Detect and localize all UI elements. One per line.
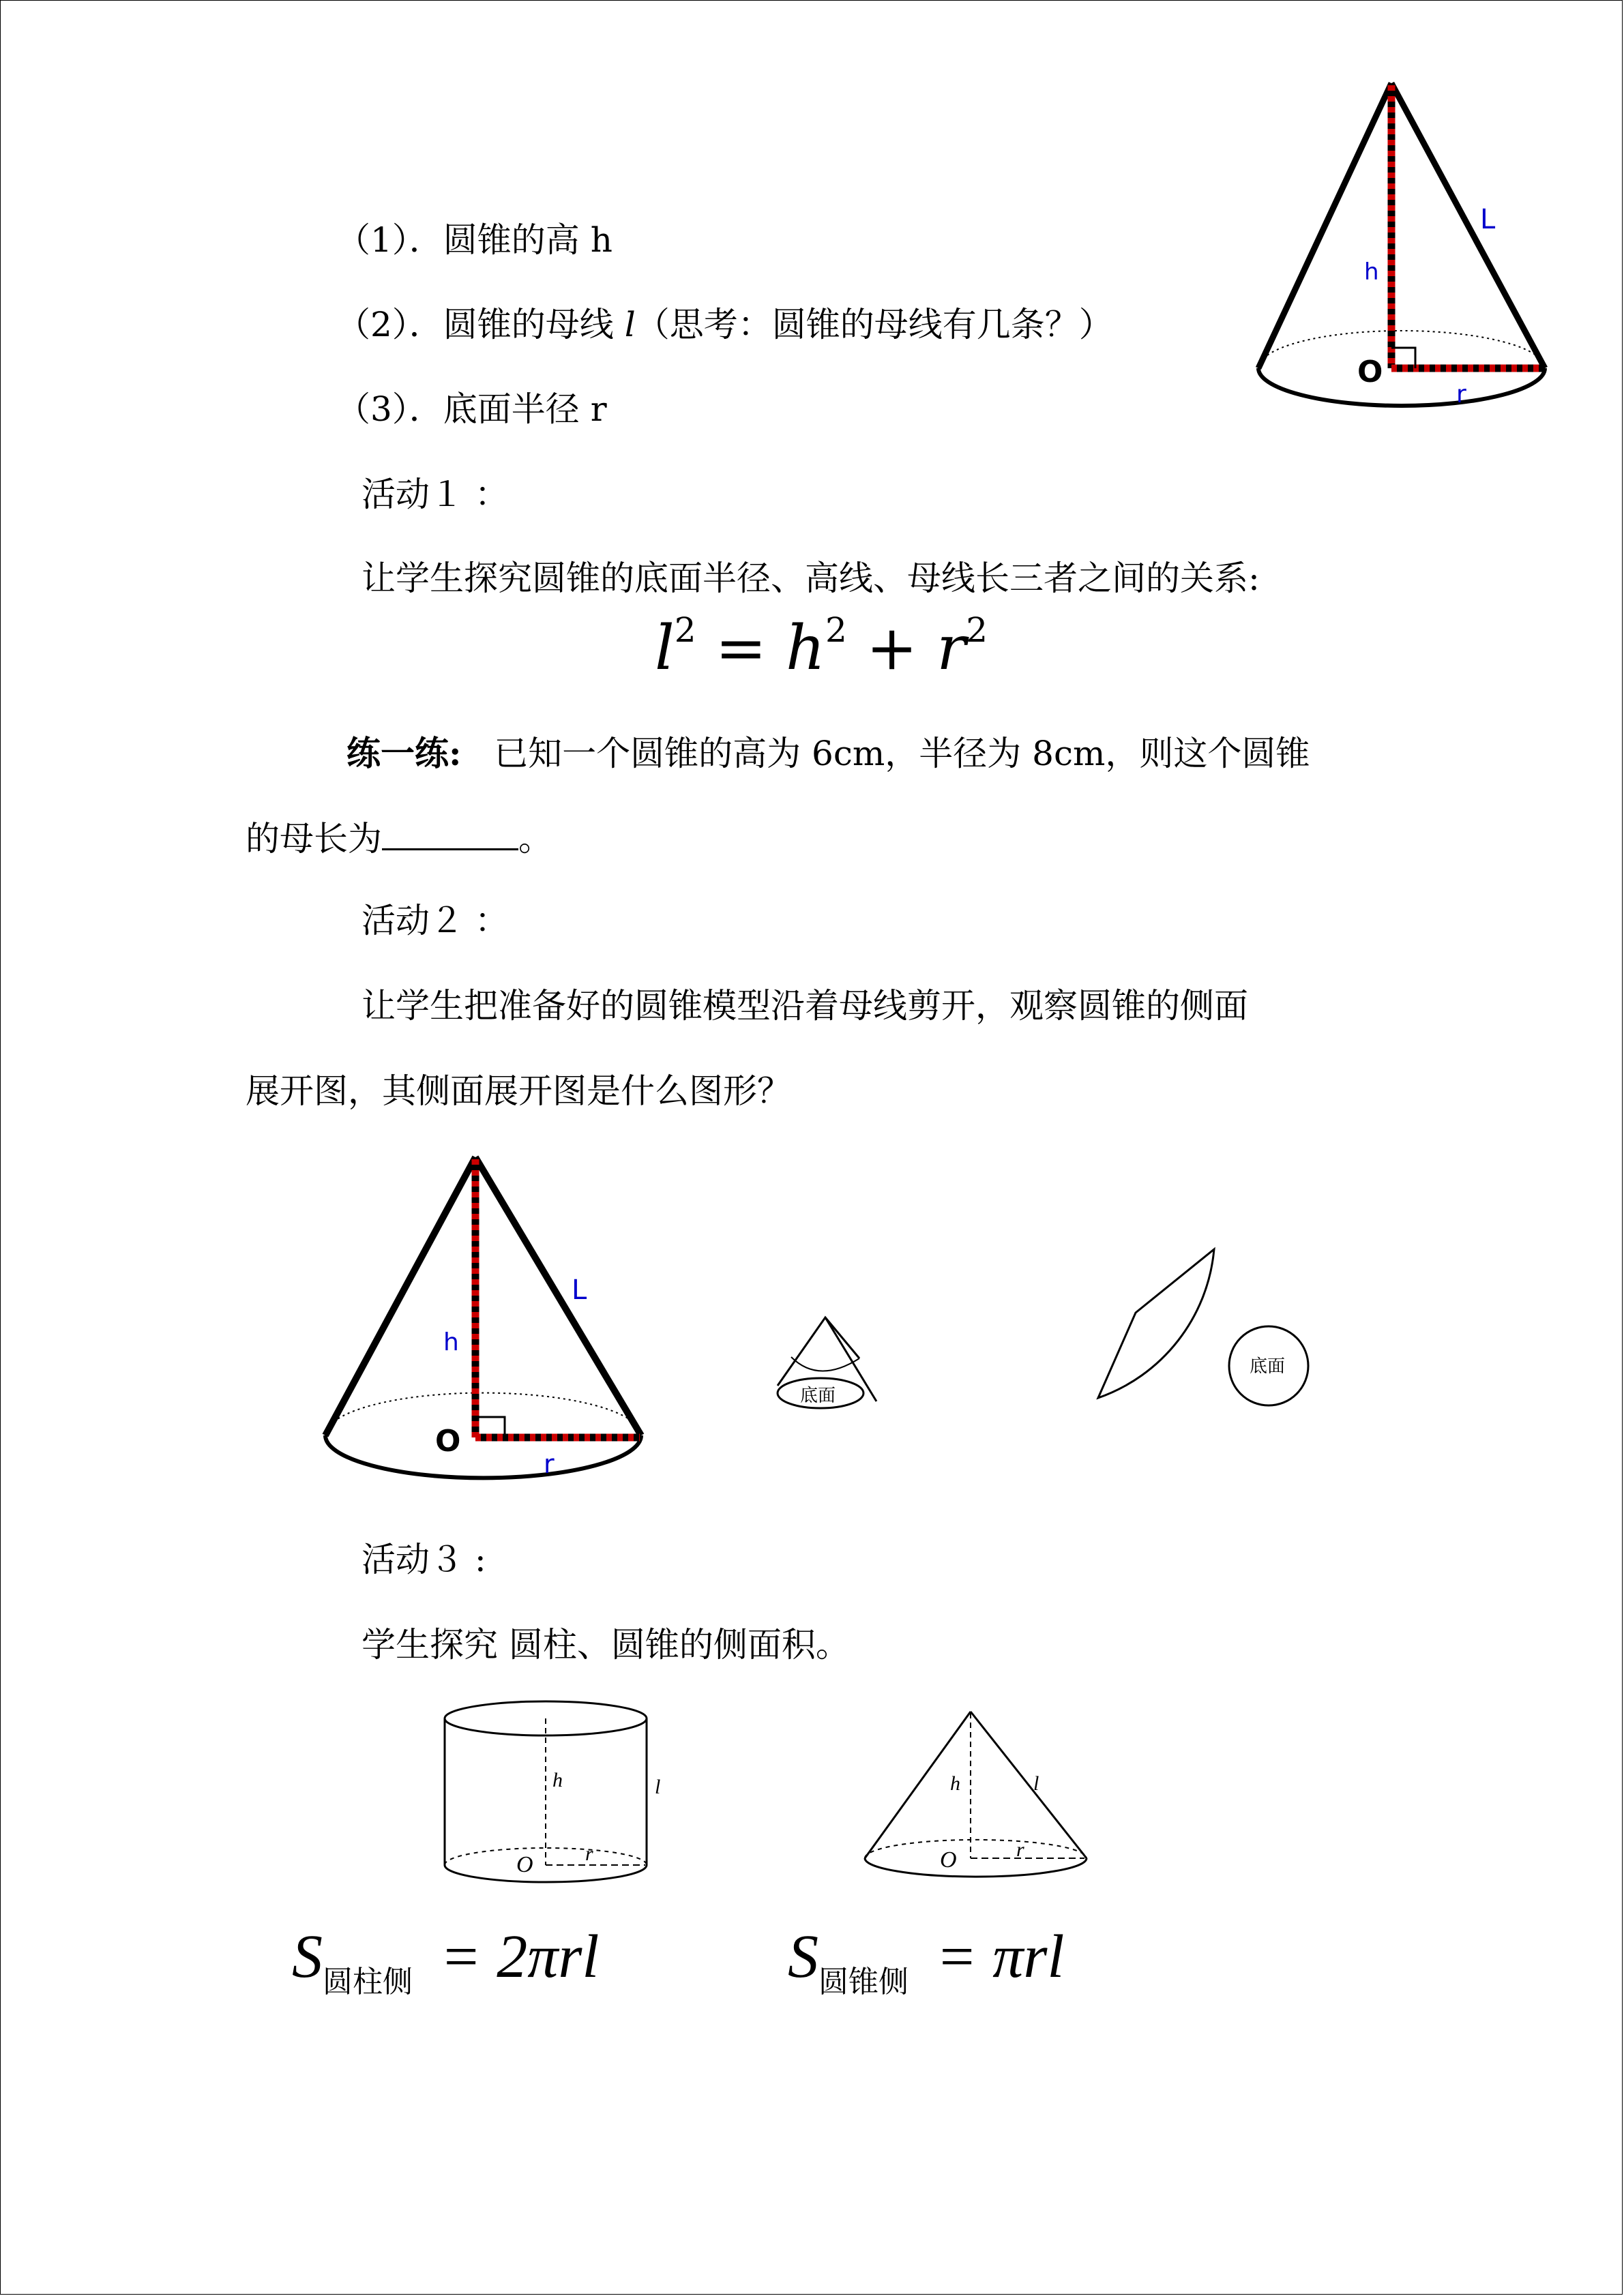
activity3-text: 学生探究 圆柱、圆锥的侧面积。: [361, 1625, 850, 1665]
label-O: O: [435, 1424, 461, 1459]
label-O: O: [1357, 355, 1383, 389]
formula-plus: +: [866, 612, 918, 684]
formula-exp: 2: [674, 610, 696, 650]
item-generatrix-label: （2）．圆锥的母线: [336, 305, 625, 344]
label-r: r: [544, 1449, 555, 1479]
label-h: h: [950, 1772, 960, 1795]
label-base: 底面: [1250, 1356, 1286, 1377]
item-radius: （3）．底面半径 r: [336, 389, 607, 429]
activity1-title: 活动１ ：: [361, 475, 509, 514]
cut-cone-diagram: [778, 1317, 876, 1408]
item-height: （1）．圆锥的高 h: [336, 220, 612, 260]
formula-h: h: [786, 612, 825, 684]
label-r: r: [585, 1843, 593, 1865]
period: 。: [518, 819, 552, 859]
label-L: L: [572, 1274, 587, 1306]
label-r: r: [1456, 381, 1466, 408]
activity2-text1: 让学生把准备好的圆锥模型沿着母线剪开，观察圆锥的侧面: [361, 986, 1248, 1026]
label-l: l: [655, 1776, 661, 1798]
cone-diagram-top: [1258, 83, 1545, 408]
activity2-title: 活动２ ：: [361, 901, 509, 940]
formula-s: S: [788, 1923, 818, 1991]
practice-question: 已知一个圆锥的高为 6cm，半径为 8cm，则这个圆锥: [494, 734, 1310, 773]
formula-eq: =: [715, 612, 767, 684]
activity1-text: 让学生探究圆锥的底面半径、高线、母线长三者之间的关系:: [361, 558, 1260, 598]
formula-l: l: [655, 612, 675, 684]
label-L: L: [1480, 204, 1496, 235]
formula-exp: 2: [825, 610, 847, 650]
item-generatrix-note: （思考：圆锥的母线有几条？）: [635, 305, 1113, 344]
label-base: 底面: [800, 1386, 836, 1406]
small-cone-diagram: [865, 1712, 1087, 1877]
unfolded-sector-diagram: [1098, 1249, 1308, 1405]
label-h: h: [1364, 258, 1379, 286]
generatrix-symbol: l: [624, 305, 636, 344]
formula-subscript: 圆柱侧: [323, 1965, 413, 1999]
practice-question-end: 的母长为: [246, 819, 382, 859]
practice-label: 练一练:: [346, 733, 462, 773]
label-l: l: [1033, 1772, 1039, 1795]
label-h: h: [443, 1328, 459, 1356]
label-r: r: [1016, 1838, 1024, 1861]
formula-rhs: = πrl: [936, 1923, 1065, 1991]
formula-s: S: [292, 1923, 323, 1991]
label-O: O: [940, 1847, 957, 1873]
activity2-text2: 展开图，其侧面展开图是什么图形？: [246, 1071, 791, 1111]
formula-exp: 2: [966, 610, 988, 650]
label-O: O: [516, 1852, 533, 1877]
formula-rhs: = 2πrl: [440, 1923, 600, 1991]
formula-subscript: 圆锥侧: [818, 1965, 909, 1999]
label-h: h: [552, 1769, 563, 1791]
activity3-title: 活动３ :: [361, 1540, 486, 1579]
cone-diagram-large: [325, 1157, 641, 1479]
cylinder-diagram: [445, 1701, 660, 1882]
formula-r: r: [936, 612, 966, 684]
